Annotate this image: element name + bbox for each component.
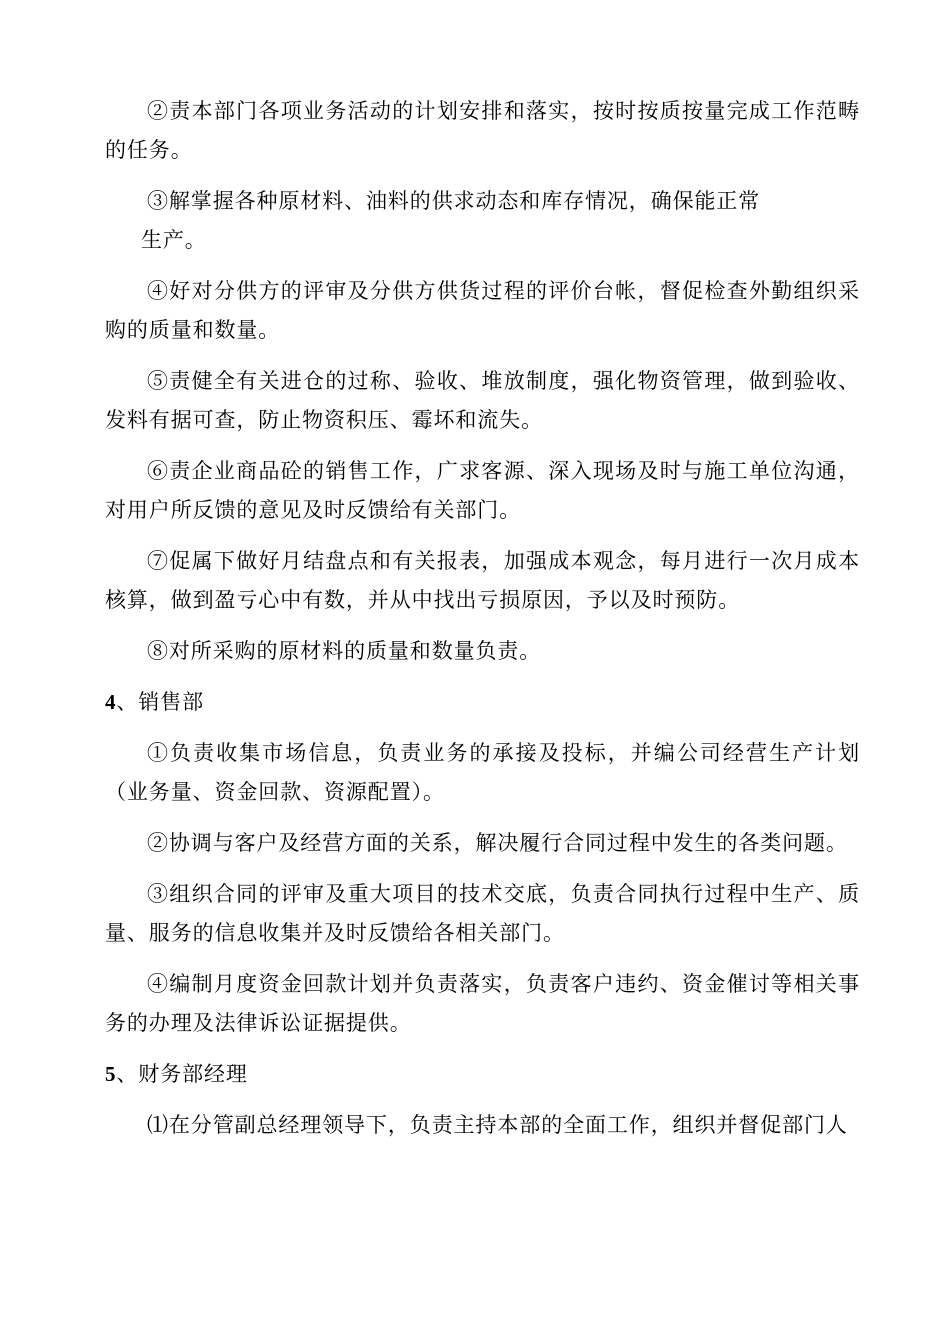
paragraph-item-3-continuation: 生产。 bbox=[141, 228, 207, 252]
sales-item-4: ④编制月度资金回款计划并负责落实，负责客户违约、资金催讨等相关事务的办理及法律诉讼证据提供。 bbox=[105, 972, 860, 1035]
section-heading-finance bbox=[105, 1055, 860, 1094]
sales-item-1: ①负责收集市场信息，负责业务的承接及投标，并编公司经营生产计划（业务量、资金回款、资源配置）。 bbox=[105, 741, 860, 804]
paragraph-item-4: ④好对分供方的评审及分供方供货过程的评价台帐，督促检查外勤组织采购的质量和数量。 bbox=[105, 279, 860, 342]
paragraph-item-5: ⑤责健全有关进仓的过称、验收、堆放制度，强化物资管理，做到验收、发料有据可查，防止物资积压、霉坏和流失。 bbox=[105, 369, 860, 432]
paragraph-item-6: ⑥责企业商品砼的销售工作，广求客源、深入现场及时与施工单位沟通，对用户所反馈的意见及时反馈给有关部门。 bbox=[105, 459, 860, 522]
sales-item-2: ②协调与客户及经营方面的关系，解决履行合同过程中发生的各类问题。 bbox=[147, 831, 848, 855]
paragraph-item-8: ⑧对所采购的原材料的质量和数量负责。 bbox=[147, 639, 542, 663]
section-heading-sales bbox=[105, 683, 860, 722]
finance-item-1: ⑴在分管副总经理领导下，负责主持本部的全面工作，组织并督促部门人 bbox=[147, 1113, 848, 1137]
section-title: 、销售部 bbox=[116, 690, 205, 714]
sales-item-3: ③组织合同的评审及重大项目的技术交底，负责合同执行过程中生产、质量、服务的信息收集并及时反馈给各相关部门。 bbox=[105, 882, 860, 945]
document-page bbox=[105, 92, 860, 1145]
section-title: 、财务部经理 bbox=[116, 1062, 248, 1086]
paragraph-item-2: ②责本部门各项业务活动的计划安排和落实，按时按质按量完成工作范畴的任务。 bbox=[105, 99, 860, 162]
section-number: 5 bbox=[105, 1062, 117, 1086]
section-number: 4 bbox=[105, 690, 117, 714]
paragraph-item-7: ⑦促属下做好月结盘点和有关报表，加强成本观念，每月进行一次月成本核算，做到盈亏心中有数，并从中找出亏损原因，予以及时预防。 bbox=[105, 549, 860, 612]
paragraph-item-3-text: ③解掌握各种原材料、油料的供求动态和库存情况，确保能正常 bbox=[147, 189, 761, 213]
paragraph-item-3 bbox=[105, 182, 860, 260]
